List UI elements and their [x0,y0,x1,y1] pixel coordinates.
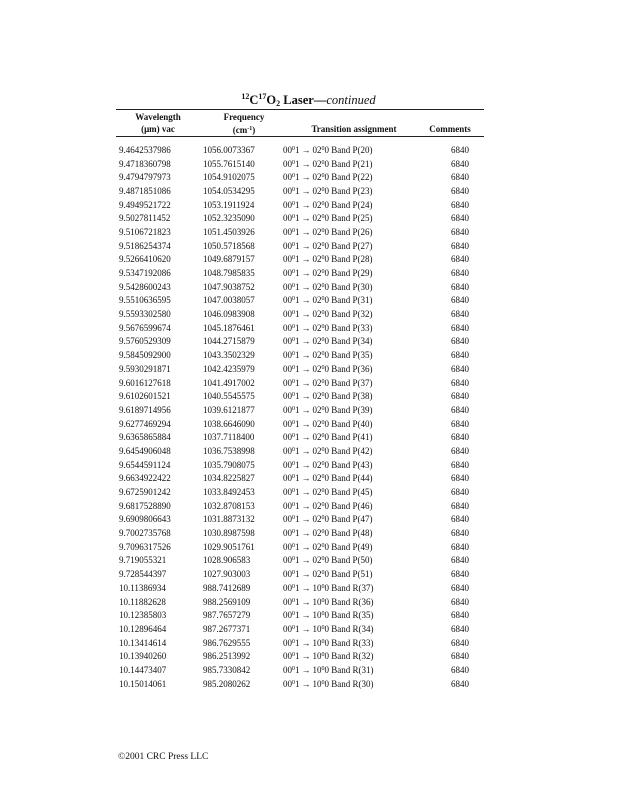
table-row [0,430,469,444]
wavelength-cell: 9.5428600243 [119,281,171,292]
table-row [0,280,469,294]
table-row [0,335,469,349]
wavelength-cell: 9.6634922422 [119,473,171,484]
comments-cell: 6840 [451,199,469,210]
transition-cell: $00^01 \to 02^00$ Band P(34) [283,336,373,347]
transition-cell: $00^01 \to 02^00$ Band P(38) [283,391,373,402]
wavelength-cell: 9.6909806643 [119,514,171,525]
wavelength-cell: 9.5106721823 [119,226,171,237]
frequency-cell: 1043.3502329 [203,350,255,361]
table-row [0,157,469,171]
transition-cell: $00^01 \to 02^00$ Band P(39) [283,404,373,415]
comments-cell: 6840 [451,459,469,470]
comments-cell: 6840 [451,473,469,484]
transition-cell: $00^01 \to 02^00$ Band P(42) [283,445,373,456]
table-row [0,321,469,335]
comments-cell: 6840 [451,445,469,456]
table-row [0,211,469,225]
table-row [0,499,469,513]
transition-cell: $00^01 \to 10^00$ Band R(34) [283,623,374,634]
frequency-cell: 1036.7538998 [203,445,255,456]
wavelength-cell: 9.6454906048 [119,445,171,456]
comments-cell: 6840 [451,377,469,388]
frequency-cell: 1038.6646090 [203,418,255,429]
table-title: $^{12}C^{17}O_2$ Laser—continued [241,92,376,108]
table-row [0,444,469,458]
frequency-cell: 1056.0073367 [203,144,255,155]
table-row [0,458,469,472]
wavelength-cell: 9.5593302580 [119,309,171,320]
transition-cell: $00^01 \to 02^00$ Band P(41) [283,432,373,443]
table-row [0,595,469,609]
table-row [0,239,469,253]
transition-cell: $00^01 \to 02^00$ Band P(46) [283,500,373,511]
wavelength-cell: 9.6189714956 [119,404,171,415]
wavelength-cell: 9.5186254374 [119,240,171,251]
frequency-cell: 988.2569109 [203,596,251,607]
wavelength-cell: 9.6365865884 [119,432,171,443]
frequency-cell: 1041.4917002 [203,377,255,388]
frequency-cell: 985.7330842 [203,664,251,675]
comments-cell: 6840 [451,309,469,320]
comments-cell: 6840 [451,213,469,224]
comments-cell: 6840 [451,651,469,662]
wavelength-cell: 10.12385803 [119,610,167,621]
table-row [0,636,469,650]
wavelength-cell: 10.15014061 [119,678,167,689]
transition-cell: $00^01 \to 02^00$ Band P(45) [283,487,373,498]
frequency-cell: 987.7657279 [203,610,251,621]
comments-header: Comments [429,124,471,134]
wavelength-cell: 9.6102601521 [119,391,171,402]
comments-cell: 6840 [451,363,469,374]
table-row [0,143,469,157]
data-table [0,143,469,691]
wavelength-cell: 9.4871851086 [119,185,171,196]
table-row [0,170,469,184]
transition-cell: $00^01 \to 02^00$ Band P(37) [283,377,373,388]
comments-cell: 6840 [451,295,469,306]
table-row [0,567,469,581]
table-row [0,403,469,417]
comments-cell: 6840 [451,664,469,675]
wavelength-cell: 9.4718360798 [119,158,171,169]
table-row [0,472,469,486]
transition-cell: $00^01 \to 10^00$ Band R(36) [283,596,374,607]
frequency-cell: 1037.7118400 [203,432,255,443]
wavelength-cell: 9.6277469294 [119,418,171,429]
frequency-cell: 1044.2715879 [203,336,255,347]
transition-cell: $00^01 \to 02^00$ Band P(31) [283,295,373,306]
frequency-cell: 987.2677371 [203,623,251,634]
frequency-cell: 1047.0038057 [203,295,255,306]
frequency-cell: 1049.6879157 [203,254,255,265]
comments-cell: 6840 [451,432,469,443]
wavelength-cell: 9.5266410620 [119,254,171,265]
transition-cell: $00^01 \to 02^00$ Band P(33) [283,322,373,333]
comments-cell: 6840 [451,569,469,580]
table-row [0,608,469,622]
table-row [0,376,469,390]
frequency-cell: 1051.4503926 [203,226,255,237]
table-row [0,677,469,691]
frequency-cell: 1027.903003 [203,569,251,580]
wavelength-cell: 9.5510636595 [119,295,171,306]
table-row [0,184,469,198]
wavelength-cell: 10.12896464 [119,623,167,634]
comments-cell: 6840 [451,322,469,333]
comments-cell: 6840 [451,226,469,237]
comments-cell: 6840 [451,144,469,155]
frequency-cell: 1040.5545575 [203,391,255,402]
frequency-cell: 1052.3235090 [203,213,255,224]
table-row [0,540,469,554]
frequency-cell: 988.7412689 [203,582,251,593]
comments-cell: 6840 [451,582,469,593]
transition-cell: $00^01 \to 02^00$ Band P(43) [283,459,373,470]
frequency-cell: 1031.8873132 [203,514,255,525]
header-rule [116,136,484,137]
frequency-cell: 1053.1911924 [203,199,255,210]
frequency-cell: 1039.6121877 [203,404,255,415]
transition-cell: $00^01 \to 02^00$ Band P(35) [283,350,373,361]
comments-cell: 6840 [451,596,469,607]
comments-cell: 6840 [451,350,469,361]
comments-cell: 6840 [451,500,469,511]
transition-cell: $00^01 \to 02^00$ Band P(44) [283,473,373,484]
comments-cell: 6840 [451,555,469,566]
transition-cell: $00^01 \to 10^00$ Band R(32) [283,651,374,662]
table-row [0,622,469,636]
transition-cell: $00^01 \to 02^00$ Band P(27) [283,240,373,251]
comments-cell: 6840 [451,418,469,429]
table-row [0,649,469,663]
transition-cell: $00^01 \to 02^00$ Band P(29) [283,268,373,279]
frequency-cell: 1042.4235979 [203,363,255,374]
wavelength-cell: 9.719055321 [119,555,167,566]
transition-cell: $00^01 \to 02^00$ Band P(40) [283,418,373,429]
frequency-cell: 1029.9051761 [203,541,255,552]
wavelength-cell: 9.5347192086 [119,268,171,279]
transition-cell: $00^01 \to 10^00$ Band R(30) [283,678,374,689]
transition-cell: $00^01 \to 02^00$ Band P(30) [283,281,373,292]
transition-cell: $00^01 \to 02^00$ Band P(25) [283,213,373,224]
comments-cell: 6840 [451,637,469,648]
table-row [0,513,469,527]
wavelength-cell: 9.4794797973 [119,172,171,183]
transition-cell: $00^01 \to 10^00$ Band R(35) [283,610,374,621]
transition-header: Transition assignment [311,124,397,134]
comments-cell: 6840 [451,404,469,415]
wavelength-cell: 9.7002735768 [119,528,171,539]
wavelength-cell: 9.5027811452 [119,213,171,224]
comments-cell: 6840 [451,281,469,292]
wavelength-cell: 9.728544397 [119,569,167,580]
transition-cell: $00^01 \to 02^00$ Band P(20) [283,144,373,155]
frequency-cell: 1028.906583 [203,555,251,566]
comments-cell: 6840 [451,623,469,634]
wavelength-cell: 9.6544591124 [119,459,171,470]
transition-cell: $00^01 \to 02^00$ Band P(28) [283,254,373,265]
wavelength-cell: 10.11882628 [119,596,166,607]
frequency-cell: 1034.8225827 [203,473,255,484]
wavelength-cell: 10.11386934 [119,582,166,593]
frequency-cell: 1047.9038752 [203,281,255,292]
wavelength-header: Wavelength (μm) vac [135,112,181,134]
table-row [0,198,469,212]
frequency-cell: 985.2080262 [203,678,251,689]
comments-cell: 6840 [451,610,469,621]
comments-cell: 6840 [451,254,469,265]
frequency-cell: 986.7629555 [203,637,251,648]
frequency-cell: 1032.8708153 [203,500,255,511]
table-row [0,389,469,403]
transition-cell: $00^01 \to 02^00$ Band P(21) [283,158,373,169]
comments-cell: 6840 [451,336,469,347]
transition-cell: $00^01 \to 02^00$ Band P(49) [283,541,373,552]
table-row [0,266,469,280]
frequency-cell: 1054.9102075 [203,172,255,183]
wavelength-cell: 9.4949521722 [119,199,171,210]
transition-cell: $00^01 \to 10^00$ Band R(37) [283,582,374,593]
copyright-footer: ©2001 CRC Press LLC [118,752,209,762]
wavelength-cell: 9.5760529309 [119,336,171,347]
frequency-cell: 986.2513992 [203,651,251,662]
wavelength-cell: 9.6016127618 [119,377,171,388]
transition-cell: $00^01 \to 02^00$ Band P(26) [283,226,373,237]
comments-cell: 6840 [451,158,469,169]
table-row [0,581,469,595]
comments-cell: 6840 [451,487,469,498]
wavelength-cell: 9.4642537986 [119,144,171,155]
wavelength-cell: 9.5930291871 [119,363,171,374]
comments-cell: 6840 [451,268,469,279]
table-row [0,485,469,499]
wavelength-cell: 9.7096317526 [119,541,171,552]
transition-cell: $00^01 \to 02^00$ Band P(48) [283,528,373,539]
frequency-cell: 1054.0534295 [203,185,255,196]
frequency-cell: 1048.7985835 [203,268,255,279]
transition-cell: $00^01 \to 02^00$ Band P(51) [283,569,373,580]
comments-cell: 6840 [451,541,469,552]
transition-cell: $00^01 \to 02^00$ Band P(32) [283,309,373,320]
frequency-cell: 1055.7615140 [203,158,255,169]
wavelength-cell: 10.13414614 [119,637,167,648]
comments-cell: 6840 [451,678,469,689]
frequency-cell: 1035.7908075 [203,459,255,470]
table-row [0,362,469,376]
transition-cell: $00^01 \to 02^00$ Band P(22) [283,172,373,183]
frequency-cell: 1033.8492453 [203,487,255,498]
comments-cell: 6840 [451,514,469,525]
transition-cell: $00^01 \to 02^00$ Band P(47) [283,514,373,525]
table-row [0,663,469,677]
comments-cell: 6840 [451,185,469,196]
transition-cell: $00^01 \to 02^00$ Band P(36) [283,363,373,374]
wavelength-cell: 9.5845092900 [119,350,171,361]
table-row [0,307,469,321]
comments-cell: 6840 [451,391,469,402]
wavelength-cell: 10.14473407 [119,664,167,675]
frequency-header: Frequency $(cm^{-1})$ [223,112,265,135]
wavelength-cell: 9.5676599674 [119,322,171,333]
table-row [0,253,469,267]
transition-cell: $00^01 \to 02^00$ Band P(50) [283,555,373,566]
frequency-cell: 1050.5718568 [203,240,255,251]
table-row [0,294,469,308]
wavelength-cell: 9.6725901242 [119,487,171,498]
transition-cell: $00^01 \to 10^00$ Band R(33) [283,637,374,648]
top-rule [116,109,484,110]
table-row [0,225,469,239]
table-row [0,348,469,362]
table-row [0,526,469,540]
frequency-cell: 1045.1876461 [203,322,255,333]
transition-cell: $00^01 \to 10^00$ Band R(31) [283,664,374,675]
comments-cell: 6840 [451,528,469,539]
transition-cell: $00^01 \to 02^00$ Band P(23) [283,185,373,196]
comments-cell: 6840 [451,240,469,251]
table-row [0,417,469,431]
table-row [0,554,469,568]
wavelength-cell: 9.6817528890 [119,500,171,511]
comments-cell: 6840 [451,172,469,183]
frequency-cell: 1046.0983908 [203,309,255,320]
transition-cell: $00^01 \to 02^00$ Band P(24) [283,199,373,210]
wavelength-cell: 10.13940260 [119,651,167,662]
frequency-cell: 1030.8987598 [203,528,255,539]
